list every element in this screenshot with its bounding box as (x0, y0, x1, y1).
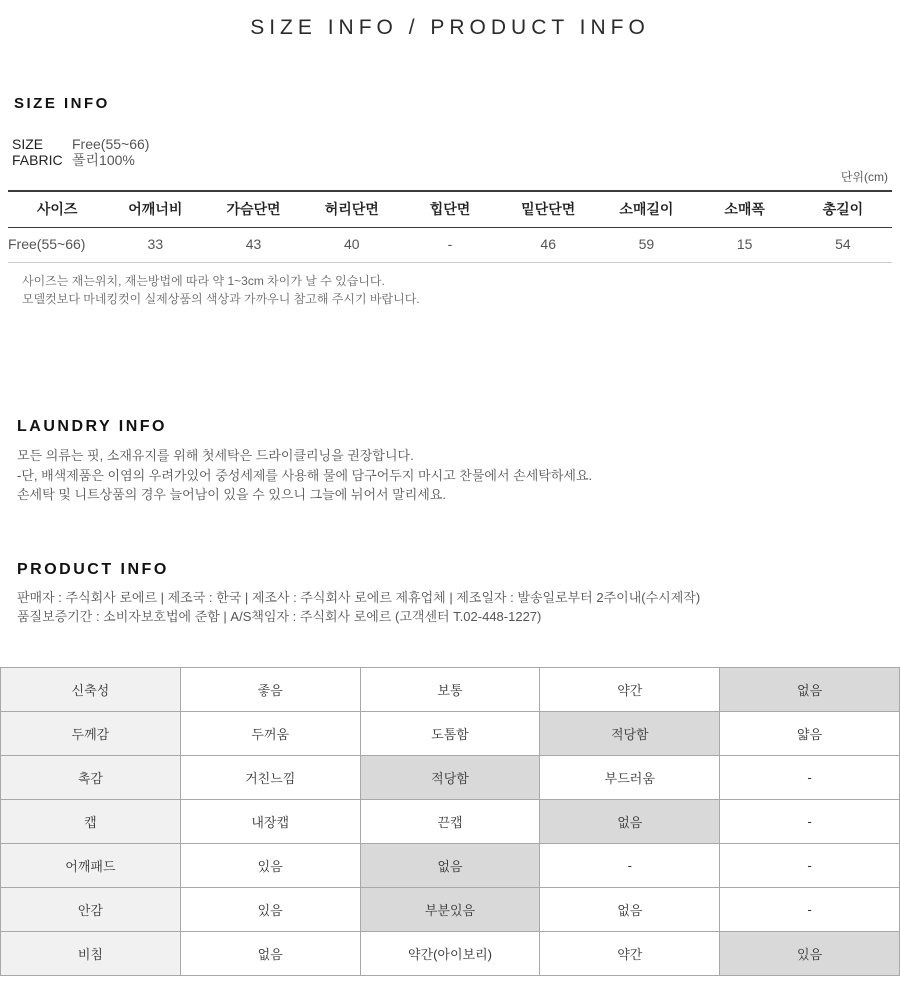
attribute-option-cell: 약간(아이보리) (360, 931, 540, 975)
spec-row-size (12, 136, 900, 152)
attribute-option-cell: 부분있음 (360, 887, 540, 931)
size-table-value-cell: 54 (794, 228, 892, 263)
size-table-value-cell: Free(55~66) (8, 228, 106, 263)
page-title: SIZE INFO / PRODUCT INFO (250, 16, 650, 39)
attribute-option-cell: 있음 (180, 843, 360, 887)
product-info-line: 판매자 : 주식회사 로에르 | 제조국 : 한국 | 제조사 : 주식회사 로에르 제휴업체 | 제조일자 : 발송일로부터 2주이내(수시제작) (17, 589, 701, 605)
attribute-row-stretch (1, 667, 900, 711)
attribute-option-cell: 있음 (720, 931, 900, 975)
size-table-value-cell: - (401, 228, 499, 263)
attribute-label-cell: 신축성 (1, 667, 181, 711)
size-table (8, 190, 892, 263)
attribute-option-cell: 적당함 (540, 711, 720, 755)
attribute-option-cell: 좋음 (180, 667, 360, 711)
attribute-option-cell: 약간 (540, 667, 720, 711)
attribute-row-thickness (1, 711, 900, 755)
attribute-option-cell: - (720, 755, 900, 799)
size-table-value-row (8, 228, 892, 263)
attribute-label-cell: 비침 (1, 931, 181, 975)
size-note-line: 사이즈는 재는위치, 재는방법에 따라 약 1~3cm 차이가 날 수 있습니다. (22, 274, 385, 288)
size-table-value-cell: 46 (499, 228, 597, 263)
product-info-text (17, 588, 900, 626)
attribute-option-cell: 없음 (540, 799, 720, 843)
size-table-value-cell: 33 (106, 228, 204, 263)
attribute-option-cell: - (720, 843, 900, 887)
size-table-header-cell: 밑단단면 (499, 191, 597, 228)
laundry-line: 모든 의류는 핏, 소재유지를 위해 첫세탁은 드라이클리닝을 권장합니다. (17, 448, 414, 463)
attribute-row-sheerness (1, 931, 900, 975)
spec-value-size: Free(55~66) (72, 136, 150, 152)
attribute-option-cell: 보통 (360, 667, 540, 711)
attribute-row-texture (1, 755, 900, 799)
size-table-header-cell: 총길이 (794, 191, 892, 228)
attribute-option-cell: 도톰함 (360, 711, 540, 755)
attribute-table (0, 667, 900, 976)
size-table-header-cell: 허리단면 (303, 191, 401, 228)
attribute-option-cell: 거친느낌 (180, 755, 360, 799)
laundry-line: 손세탁 및 니트상품의 경우 늘어남이 있을 수 있으니 그늘에 뉘어서 말리세요. (17, 487, 447, 502)
attribute-option-cell: 있음 (180, 887, 360, 931)
size-table-value-cell: 43 (204, 228, 302, 263)
attribute-option-cell: - (720, 887, 900, 931)
size-info-heading: SIZE INFO (14, 95, 110, 112)
size-table-header-cell: 힙단면 (401, 191, 499, 228)
size-table-header-row (8, 191, 892, 228)
attribute-option-cell: 없음 (540, 887, 720, 931)
spec-row-fabric (12, 152, 900, 168)
spec-label-size: SIZE (12, 136, 44, 152)
size-table-value-cell: 59 (597, 228, 695, 263)
laundry-info-heading: LAUNDRY INFO (17, 418, 167, 435)
laundry-line: -단, 배색제품은 이염의 우려가있어 중성세제를 사용해 물에 담구어두지 마시고 찬물에서 손세탁하세요. (17, 467, 593, 483)
size-notes (22, 273, 900, 308)
attribute-option-cell: 부드러움 (540, 755, 720, 799)
attribute-option-cell: - (720, 799, 900, 843)
attribute-option-cell: 내장캡 (180, 799, 360, 843)
attribute-label-cell: 캡 (1, 799, 181, 843)
attribute-option-cell: 없음 (360, 843, 540, 887)
attribute-option-cell: 얇음 (720, 711, 900, 755)
size-note-line: 모델컷보다 마네킹컷이 실제상품의 색상과 가까우니 참고해 주시기 바랍니다. (22, 291, 420, 306)
size-table-header-cell: 소매폭 (696, 191, 794, 228)
attribute-option-cell: - (540, 843, 720, 887)
attribute-label-cell: 어깨패드 (1, 843, 181, 887)
size-table-value-cell: 40 (303, 228, 401, 263)
size-table-value-cell: 15 (696, 228, 794, 263)
product-info-line: 품질보증기간 : 소비자보호법에 준함 | A/S책임자 : 주식회사 로에르 (고객센터 T.02-448-1227) (17, 608, 542, 624)
size-spec-list (12, 136, 900, 168)
size-table-header-cell: 가슴단면 (204, 191, 302, 228)
attribute-label-cell: 안감 (1, 887, 181, 931)
attribute-label-cell: 두께감 (1, 711, 181, 755)
spec-value-fabric: 폴리100% (72, 152, 135, 168)
attribute-row-lining (1, 887, 900, 931)
size-table-header-cell: 소매길이 (597, 191, 695, 228)
laundry-info-text (17, 446, 900, 505)
product-info-heading: PRODUCT INFO (17, 560, 169, 578)
attribute-option-cell: 끈캡 (360, 799, 540, 843)
attribute-row-cap (1, 799, 900, 843)
attribute-option-cell: 적당함 (360, 755, 540, 799)
attribute-option-cell: 없음 (180, 931, 360, 975)
attribute-label-cell: 촉감 (1, 755, 181, 799)
attribute-option-cell: 두꺼움 (180, 711, 360, 755)
size-table-header-cell: 어깨너비 (106, 191, 204, 228)
spec-label-fabric: FABRIC (12, 152, 63, 168)
attribute-option-cell: 약간 (540, 931, 720, 975)
attribute-option-cell: 없음 (720, 667, 900, 711)
attribute-row-shoulder-pad (1, 843, 900, 887)
size-table-header-cell: 사이즈 (8, 191, 106, 228)
unit-cm-label: 단위(cm) (840, 170, 888, 184)
